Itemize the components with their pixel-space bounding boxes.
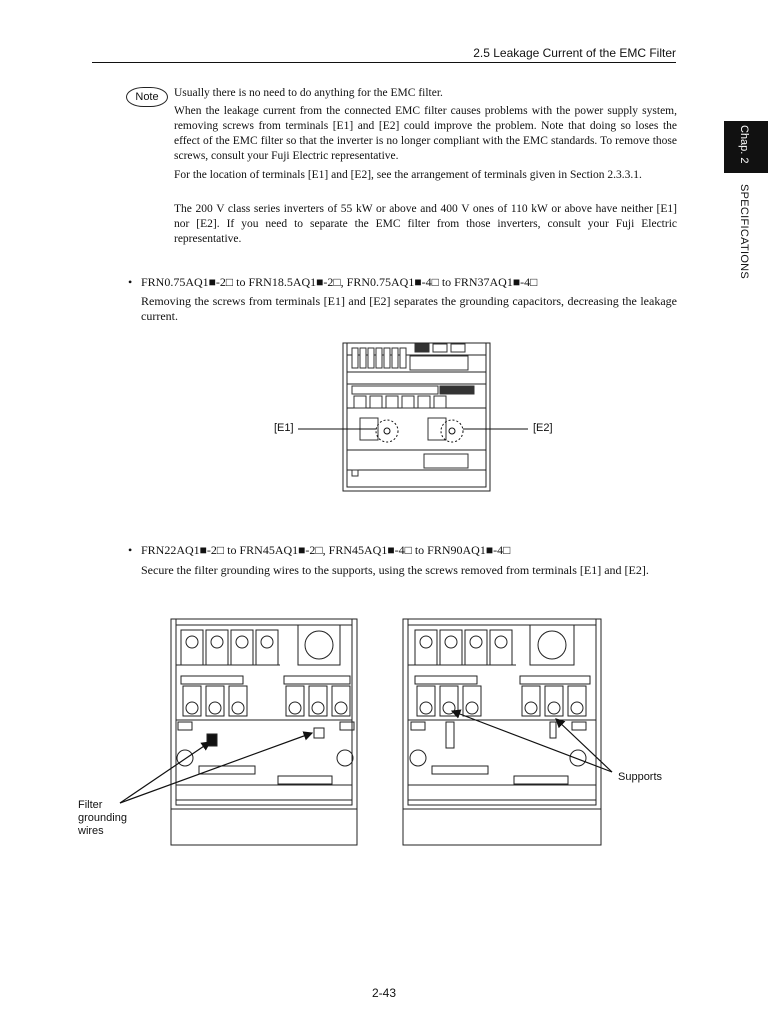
note-line-2: When the leakage current from the connected EMC filter causes problems with the power supply system, removing screws from terminals [E1] and [E2] could improve the problem. Note that doing so loses the effect of the EMC filter so that the inverter is no longer compliant with the EMC standards. To remove those screws, consult your Fuji Electric representative. [174, 105, 677, 162]
section1-heading: FRN0.75AQ1■-2□ to FRN18.5AQ1■-2□, FRN0.75AQ1■-4□ to FRN37AQ1■-4□ [141, 275, 538, 289]
bullet-1: • [128, 275, 133, 289]
label-supports: Supports [618, 771, 663, 783]
label-e1: [E1] [274, 422, 294, 434]
section2-text: Secure the filter grounding wires to the supports, using the screws removed from terminals [E1] and [E2]. [141, 563, 649, 577]
section2-heading: FRN22AQ1■-2□ to FRN45AQ1■-2□, FRN45AQ1■-4□ to FRN90AQ1■-4□ [141, 543, 511, 557]
bullet-2: • [128, 543, 133, 557]
page-number: 2-43 [371, 986, 397, 1000]
note-line-4: The 200 V class series inverters of 55 kW or above and 400 V ones of 110 kW or above have neither [E1] nor [E2]. If you need to separate the EMC filter from those inverters, consult your Fuji Electric representative. [174, 203, 677, 245]
label-filter-grounding-wires: Filter grounding wires [78, 799, 127, 837]
chapter-tab-label: Chap. 2 [738, 125, 750, 164]
note-line-3: For the location of terminals [E1] and [E2], see the arrangement of terminals given in Section 2.3.3.1. [174, 169, 642, 181]
side-section-label: SPECIFICATIONS [738, 184, 750, 280]
label-e2: [E2] [533, 422, 553, 434]
section1-text: Removing the screws from terminals [E1] and [E2] separates the grounding capacitors, decreasing the leakage current. [141, 294, 677, 323]
note-badge: Note [126, 87, 168, 107]
section-header-title: 2.5 Leakage Current of the EMC Filter [473, 46, 676, 60]
note-line-1: Usually there is no need to do anything for the EMC filter. [174, 87, 443, 99]
